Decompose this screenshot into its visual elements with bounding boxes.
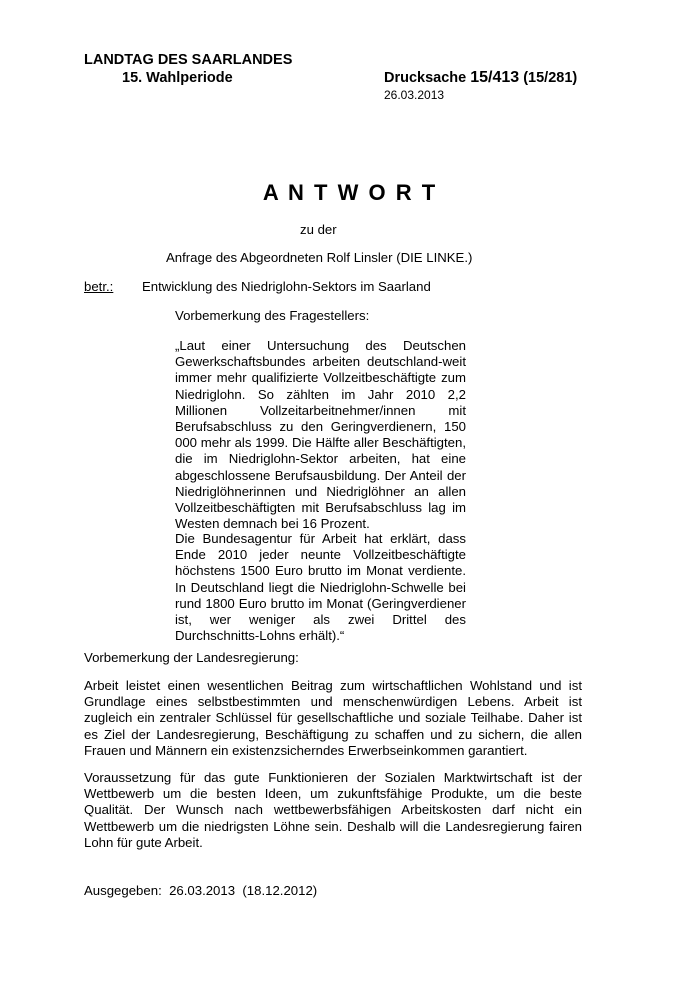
drucksache-ref: (15/281)	[523, 70, 578, 86]
drucksache-label: Drucksache	[384, 70, 467, 86]
drucksache-number: 15/413	[470, 69, 520, 86]
parliament-name: LANDTAG DES SAARLANDES	[84, 52, 293, 68]
issued-label: Ausgegeben:	[84, 883, 162, 898]
legislative-period: 15. Wahlperiode	[122, 70, 233, 86]
document-date: 26.03.2013	[384, 88, 445, 102]
inquiry-line: Anfrage des Abgeordneten Rolf Linsler (DIE LINKE.)	[166, 250, 473, 265]
subject-text: Entwicklung des Niedriglohn-Sektors im Saarland	[142, 279, 431, 294]
title-sub: zu der	[300, 222, 337, 237]
questioner-paragraph-1: „Laut einer Untersuchung des Deutschen Gewerkschaftsbundes arbeiten deutschland-weit immer mehr qualifizierte Vollzeitbeschäftigte zum Niedriglohn. So zählten im Jahr 2010 2,2 Millionen Vollzeitarbeitnehmer/innen mit Berufsabschluss zu den Geringverdienern, 150 000 mehr als 1999. Die Hälfte aller Beschäftigten, die im Niedriglohn-Sektor arbeiten, hat eine abgeschlossene Berufsausbildung. Der Anteil der Niedriglöhnerinnen und Niedriglöhner an allen Vollzeitbeschäftigten mit Berufsabschluss lag im Westen demnach bei 16 Prozent.	[175, 338, 466, 532]
government-heading: Vorbemerkung der Landesregierung:	[84, 650, 299, 665]
drucksache	[384, 69, 577, 87]
questioner-heading: Vorbemerkung des Fragestellers:	[175, 308, 370, 323]
issued-ref: (18.12.2012)	[242, 883, 318, 898]
issued-line	[84, 883, 317, 898]
issued-date: 26.03.2013	[169, 883, 236, 898]
subject-label: betr.:	[84, 279, 114, 294]
government-paragraph-2: Voraussetzung für das gute Funktionieren der Sozialen Marktwirtschaft ist der Wettbewerb um die besten Ideen, um zukunftsfähige Produkte, um die beste Qualität. Der Wunsch nach wettbewerbsfähigen Arbeitskosten darf nicht ein Wettbewerb um die niedrigsten Löhne sein. Deshalb will die Landesregierung fairen Lohn für gute Arbeit.	[84, 770, 582, 850]
government-paragraph-1: Arbeit leistet einen wesentlichen Beitrag zum wirtschaftlichen Wohlstand und ist Grundlage eines selbstbestimmten und menschenwürdigen Lebens. Arbeit ist zugleich ein zentraler Schlüssel für gesellschaftliche und soziale Teilhabe. Daher ist es Ziel der Landesregierung, Beschäftigung zu schaffen und zu sichern, die allen Frauen und Männern ein existenzsicherndes Erwerbseinkommen garantiert.	[84, 678, 582, 758]
document-title: A N T W O R T	[262, 180, 438, 205]
questioner-paragraph-2: Die Bundesagentur für Arbeit hat erklärt, dass Ende 2010 jeder neunte Vollzeitbeschäftigte höchstens 1500 Euro brutto im Monat verdiente. In Deutschland liegt die Niedriglohn-Schwelle bei rund 1800 Euro brutto im Monat (Geringverdiener ist, wer weniger als zwei Drittel des Durchschnitts-Lohns erhält).“	[175, 531, 466, 644]
